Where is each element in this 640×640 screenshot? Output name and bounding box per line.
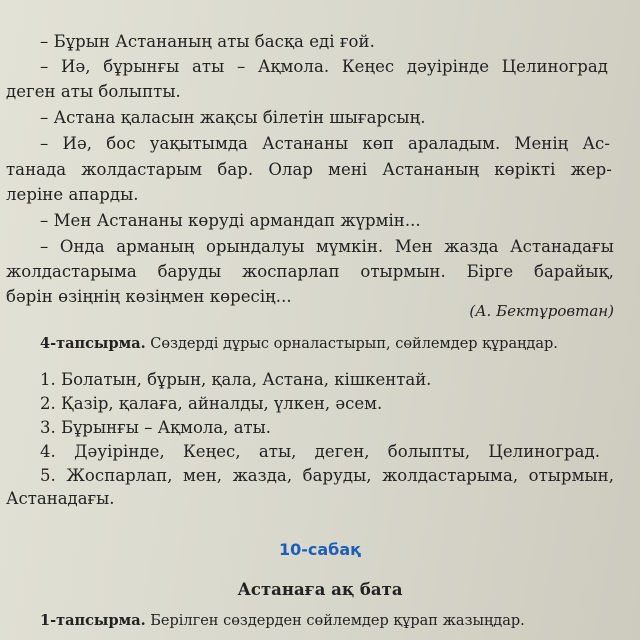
word: – <box>40 57 49 76</box>
word: – <box>40 134 49 153</box>
word: баруды, <box>302 466 372 485</box>
list-item: 1. Болатын, бұрын, қала, Астана, кішкентай. <box>40 370 432 389</box>
word: Жоспарлап, <box>66 466 173 485</box>
word: дәуірінде <box>406 57 490 76</box>
list-item: 2. Қазір, қалаға, айналды, үлкен, әсем. <box>40 394 383 413</box>
word: Бірге <box>466 262 514 281</box>
word: Иә, <box>61 57 91 76</box>
word: мені <box>328 160 368 179</box>
word: барайық, <box>534 262 614 281</box>
list-item <box>40 466 614 485</box>
word: бұрынғы <box>103 57 180 76</box>
task-4-label: 4-тапсырма. <box>40 335 146 352</box>
word: Иә, <box>62 134 93 153</box>
dialogue-line: деген аты болыпты. <box>6 82 181 101</box>
word: отырмын. <box>360 262 446 281</box>
word: мен, <box>183 466 223 485</box>
word: көп <box>362 134 394 153</box>
word: Олар <box>268 160 313 179</box>
word: болыпты, <box>387 442 471 461</box>
word: бар. <box>217 160 254 179</box>
list-item <box>40 442 600 461</box>
dialogue-line: – Астана қаласын жақсы білетін шығарсың. <box>40 108 426 127</box>
word: Онда <box>59 237 105 256</box>
dialogue-line: – Бұрын Астананың аты басқа еді ғой. <box>40 32 375 51</box>
word: араладым. <box>407 134 501 153</box>
word: отырмын, <box>528 466 614 485</box>
task-4-text: Сөздерді дұрыс орналастырып, сөйлемдер құраңдар. <box>150 336 558 352</box>
word: Кеңес, <box>182 442 241 461</box>
word: жазда <box>444 237 499 256</box>
word: деген, <box>314 442 370 461</box>
word: жолдастарым <box>81 160 203 179</box>
word: Астананы <box>262 134 349 153</box>
word: арманың <box>116 237 195 256</box>
task-1-text: Берілген сөздерден сөйлемдер құрап жазыңдар. <box>150 613 525 629</box>
dialogue-line <box>40 134 610 153</box>
word: Менің <box>514 134 569 153</box>
dialogue-line: – Мен Астананы көруді армандап жүрмін... <box>40 211 421 230</box>
word: Астанадағы <box>510 237 614 256</box>
lesson-number: 10-сабақ <box>278 540 361 559</box>
word: бос <box>106 134 136 153</box>
word: – <box>236 57 246 76</box>
word: – <box>40 237 49 256</box>
word: баруды <box>157 262 222 281</box>
word: жолдастарыма <box>6 262 137 281</box>
lesson-title: Астанаға ақ бата <box>237 580 403 599</box>
word: жазда, <box>232 466 293 485</box>
word: жер- <box>570 160 612 179</box>
word: Целиноград. <box>488 442 600 461</box>
word: мүмкін. <box>316 237 384 256</box>
dialogue-line <box>6 262 614 281</box>
word: Кеңес <box>341 57 395 76</box>
task-4-heading <box>40 335 558 352</box>
word: Астананың <box>382 160 480 179</box>
word: Целиноград <box>501 57 608 76</box>
word: аты <box>192 57 225 76</box>
word: 4. <box>40 442 56 461</box>
dialogue-line: бәрін өзіңнің көзіңмен көресің... <box>6 287 292 306</box>
word: Дәуірінде, <box>74 442 165 461</box>
word: Мен <box>394 237 433 256</box>
task-1-label: 1-тапсырма. <box>40 612 146 629</box>
source-attribution: (А. Бектұровтан) <box>469 302 614 320</box>
task-1-heading <box>40 612 525 629</box>
word: 5. <box>40 466 56 485</box>
word: көрікті <box>494 160 556 179</box>
word: Ақмола. <box>257 57 330 76</box>
word: аты, <box>258 442 297 461</box>
word: орындалуы <box>206 237 305 256</box>
word: жолдастарыма, <box>382 466 519 485</box>
list-item: Астанадағы. <box>6 489 115 508</box>
word: Ас- <box>582 134 610 153</box>
word: жоспарлап <box>242 262 340 281</box>
dialogue-line <box>6 160 612 179</box>
word: уақытымда <box>149 134 248 153</box>
word: танада <box>6 160 67 179</box>
dialogue-line: леріне апарды. <box>6 185 139 204</box>
dialogue-line <box>40 237 614 256</box>
list-item: 3. Бұрынғы – Ақмола, аты. <box>40 418 272 437</box>
dialogue-line <box>40 57 608 76</box>
